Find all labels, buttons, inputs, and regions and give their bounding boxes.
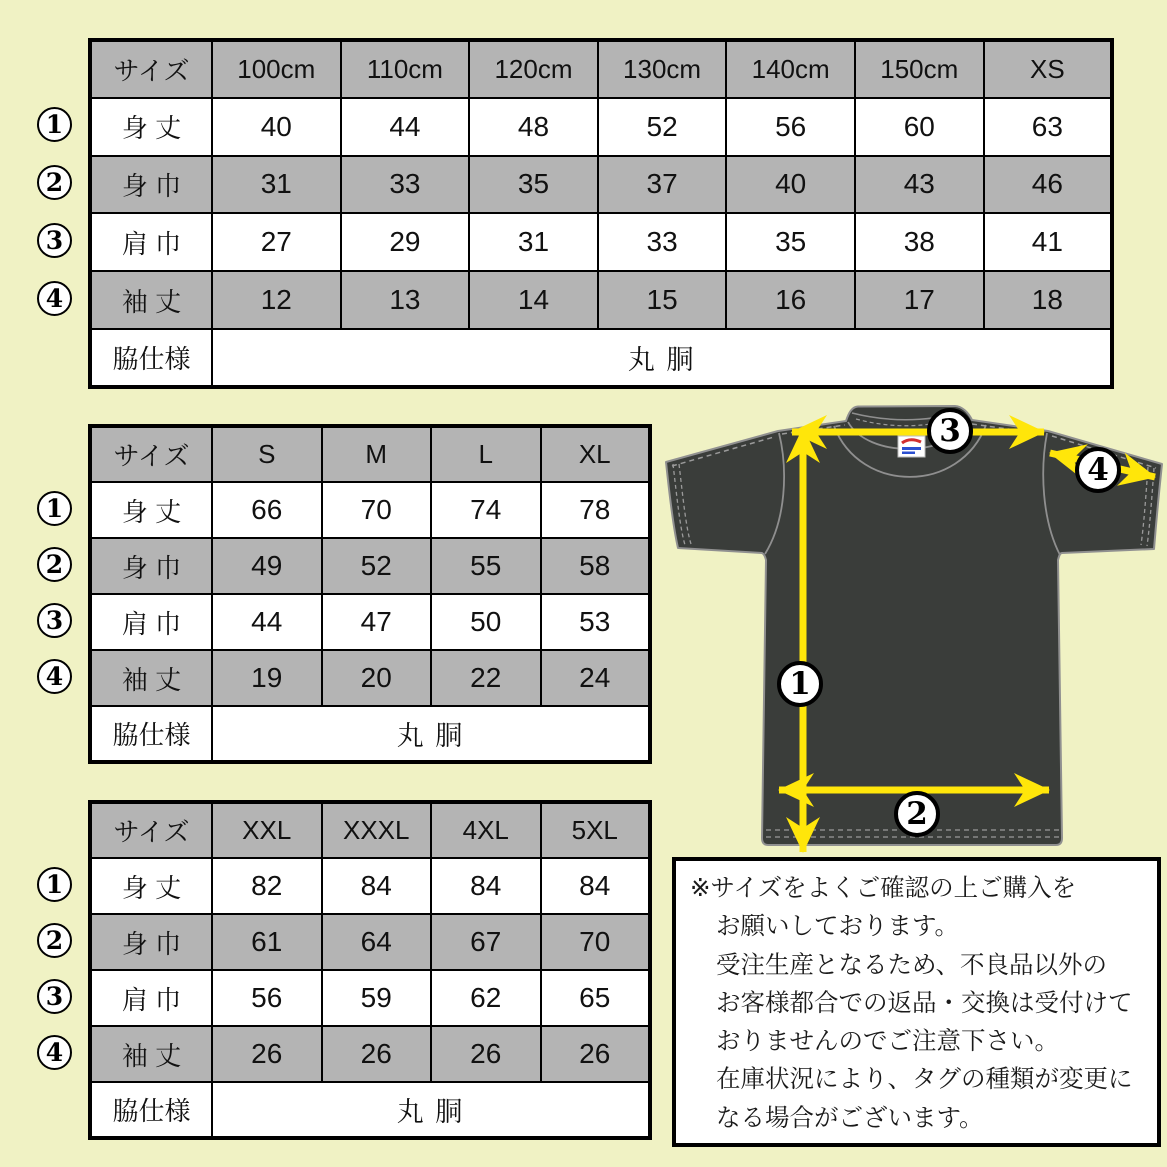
row-number-cell	[30, 269, 88, 327]
measurement-value: 13	[341, 271, 470, 329]
measurement-value: 35	[469, 156, 598, 214]
measurement-value: 67	[431, 914, 541, 970]
measurement-value: 18	[984, 271, 1113, 329]
measurement-label: 袖 丈	[90, 1026, 212, 1082]
row-number-cell	[30, 912, 88, 968]
row-number-badge: 1	[37, 107, 72, 142]
measurement-value: 84	[541, 858, 651, 914]
measurement-value: 66	[212, 482, 322, 538]
measurement-value: 26	[212, 1026, 322, 1082]
size-header-label: サイズ	[90, 802, 212, 858]
notice-line: おりませんのでご注意下さい。	[716, 1028, 1059, 1056]
measurement-value: 33	[598, 213, 727, 271]
size-header-label: サイズ	[90, 426, 212, 482]
header-spacer	[30, 424, 88, 480]
measurement-value: 46	[984, 156, 1113, 214]
measurement-value: 47	[322, 594, 432, 650]
measurement-value: 31	[469, 213, 598, 271]
row-number-badge: 3	[37, 979, 72, 1014]
row-number-badge: 2	[37, 165, 72, 200]
row-number-cell	[30, 856, 88, 912]
measurement-value: 48	[469, 98, 598, 156]
notice-line: お客様都合での返品・交換は受付けて	[716, 989, 1133, 1017]
measurement-label: 袖 丈	[90, 271, 212, 329]
size-table-block-s-xl	[30, 424, 652, 764]
measurement-row	[90, 594, 650, 650]
measurement-value: 58	[541, 538, 651, 594]
measurement-value: 12	[212, 271, 341, 329]
measurement-value: 26	[431, 1026, 541, 1082]
row-number-badge: 2	[37, 923, 72, 958]
measurement-value: 14	[469, 271, 598, 329]
size-column-header: 100cm	[212, 40, 341, 98]
measurement-value: 24	[541, 650, 651, 706]
footer-label: 脇仕様	[90, 329, 212, 387]
measurement-value: 65	[541, 970, 651, 1026]
measurement-value: 53	[541, 594, 651, 650]
measurement-value: 49	[212, 538, 322, 594]
footer-row	[90, 329, 1112, 387]
table-header	[90, 426, 650, 482]
row-number-column	[30, 38, 88, 327]
notice-box	[672, 857, 1161, 1147]
measurement-value: 78	[541, 482, 651, 538]
measurement-value: 15	[598, 271, 727, 329]
measurement-value: 40	[726, 156, 855, 214]
measurement-value: 16	[726, 271, 855, 329]
notice-line: お願いしております。	[716, 913, 960, 941]
row-number-badge: 4	[37, 1035, 72, 1070]
header-spacer	[30, 38, 88, 96]
row-number-cell	[30, 1024, 88, 1080]
measurement-value: 55	[431, 538, 541, 594]
footer-value: 丸 胴	[212, 329, 1112, 387]
measurement-value: 27	[212, 213, 341, 271]
measurement-label: 身 巾	[90, 156, 212, 214]
row-number-badge: 1	[37, 867, 72, 902]
measurement-value: 40	[212, 98, 341, 156]
measurement-value: 38	[855, 213, 984, 271]
measurement-label: 袖 丈	[90, 650, 212, 706]
size-column-header: 140cm	[726, 40, 855, 98]
table-body	[90, 858, 650, 1138]
table-header	[90, 802, 650, 858]
measurement-value: 50	[431, 594, 541, 650]
measurement-value: 56	[212, 970, 322, 1026]
measurement-value: 33	[341, 156, 470, 214]
footer-row	[90, 706, 650, 762]
measurement-value: 70	[322, 482, 432, 538]
header-row	[90, 40, 1112, 98]
header-row	[90, 802, 650, 858]
size-column-header: XXL	[212, 802, 322, 858]
measurement-value: 84	[322, 858, 432, 914]
row-number-column	[30, 424, 88, 704]
measurement-value: 43	[855, 156, 984, 214]
row-number-badge: 3	[37, 603, 72, 638]
size-table-block-xxl-5xl	[30, 800, 652, 1140]
size-column-header: XL	[541, 426, 651, 482]
measurement-value: 26	[322, 1026, 432, 1082]
measurement-label: 身 丈	[90, 482, 212, 538]
size-table-block-kids	[30, 38, 1114, 389]
size-column-header: S	[212, 426, 322, 482]
measurement-value: 41	[984, 213, 1113, 271]
measurement-row	[90, 98, 1112, 156]
measurement-label: 身 丈	[90, 98, 212, 156]
measurement-value: 70	[541, 914, 651, 970]
table-body	[90, 482, 650, 762]
size-column-header: XXXL	[322, 802, 432, 858]
footer-label: 脇仕様	[90, 1082, 212, 1138]
measurement-value: 22	[431, 650, 541, 706]
measurement-value: 59	[322, 970, 432, 1026]
measurement-value: 17	[855, 271, 984, 329]
measurement-row	[90, 482, 650, 538]
measure-marker-3: 3	[927, 408, 973, 454]
table-body	[90, 98, 1112, 387]
measurement-row	[90, 538, 650, 594]
measurement-row	[90, 213, 1112, 271]
row-number-cell	[30, 480, 88, 536]
measure-marker-4: 4	[1075, 447, 1121, 493]
measurement-row	[90, 1026, 650, 1082]
measurement-value: 64	[322, 914, 432, 970]
measure-marker-2: 2	[894, 791, 940, 837]
row-number-badge: 4	[37, 281, 72, 316]
measurement-value: 20	[322, 650, 432, 706]
size-table-kids-to-xs	[88, 38, 1114, 389]
row-number-badge: 4	[37, 659, 72, 694]
size-column-header: 4XL	[431, 802, 541, 858]
notice-line: ※サイズをよくご確認の上ご購入を	[690, 875, 1077, 902]
size-column-header: 110cm	[341, 40, 470, 98]
size-column-header: 120cm	[469, 40, 598, 98]
notice-line: 在庫状況により、タグの種類が変更に	[716, 1066, 1133, 1094]
footer-label: 脇仕様	[90, 706, 212, 762]
size-table-s-to-xl	[88, 424, 652, 764]
measurement-label: 肩 巾	[90, 213, 212, 271]
measurement-row	[90, 271, 1112, 329]
header-row	[90, 426, 650, 482]
size-column-header: XS	[984, 40, 1113, 98]
measurement-value: 35	[726, 213, 855, 271]
header-spacer	[30, 800, 88, 856]
table-header	[90, 40, 1112, 98]
measurement-label: 身 巾	[90, 538, 212, 594]
measurement-label: 身 丈	[90, 858, 212, 914]
measurement-value: 62	[431, 970, 541, 1026]
size-column-header: M	[322, 426, 432, 482]
row-number-cell	[30, 154, 88, 212]
footer-value: 丸 胴	[212, 706, 650, 762]
measurement-value: 19	[212, 650, 322, 706]
measurement-value: 74	[431, 482, 541, 538]
measurement-value: 63	[984, 98, 1113, 156]
row-number-badge: 2	[37, 547, 72, 582]
measurement-value: 26	[541, 1026, 651, 1082]
measurement-label: 肩 巾	[90, 970, 212, 1026]
measurement-value: 44	[341, 98, 470, 156]
size-header-label: サイズ	[90, 40, 212, 98]
measurement-value: 56	[726, 98, 855, 156]
row-number-cell	[30, 96, 88, 154]
footer-value: 丸 胴	[212, 1082, 650, 1138]
row-number-cell	[30, 536, 88, 592]
size-table-xxl-to-5xl	[88, 800, 652, 1140]
notice-line: なる場合がございます。	[716, 1104, 984, 1132]
measurement-row	[90, 156, 1112, 214]
size-column-header: 130cm	[598, 40, 727, 98]
footer-row	[90, 1082, 650, 1138]
measurement-row	[90, 858, 650, 914]
measurement-value: 82	[212, 858, 322, 914]
measurement-value: 84	[431, 858, 541, 914]
row-number-cell	[30, 648, 88, 704]
row-number-badge: 1	[37, 491, 72, 526]
measurement-value: 37	[598, 156, 727, 214]
measurement-value: 60	[855, 98, 984, 156]
measurement-row	[90, 650, 650, 706]
row-number-badge: 3	[37, 223, 72, 258]
measurement-value: 44	[212, 594, 322, 650]
measurement-value: 61	[212, 914, 322, 970]
size-column-header: 5XL	[541, 802, 651, 858]
measurement-value: 52	[598, 98, 727, 156]
notice-line: 受注生産となるため、不良品以外の	[716, 951, 1108, 979]
row-number-cell	[30, 968, 88, 1024]
measurement-value: 29	[341, 213, 470, 271]
measurement-label: 身 巾	[90, 914, 212, 970]
size-column-header: 150cm	[855, 40, 984, 98]
row-number-cell	[30, 211, 88, 269]
measurement-value: 52	[322, 538, 432, 594]
size-column-header: L	[431, 426, 541, 482]
measurement-row	[90, 970, 650, 1026]
brand-tag	[898, 436, 925, 457]
measurement-value: 31	[212, 156, 341, 214]
measurement-row	[90, 914, 650, 970]
row-number-cell	[30, 592, 88, 648]
measure-marker-1: 1	[777, 661, 823, 707]
row-number-column	[30, 800, 88, 1080]
measurement-label: 肩 巾	[90, 594, 212, 650]
